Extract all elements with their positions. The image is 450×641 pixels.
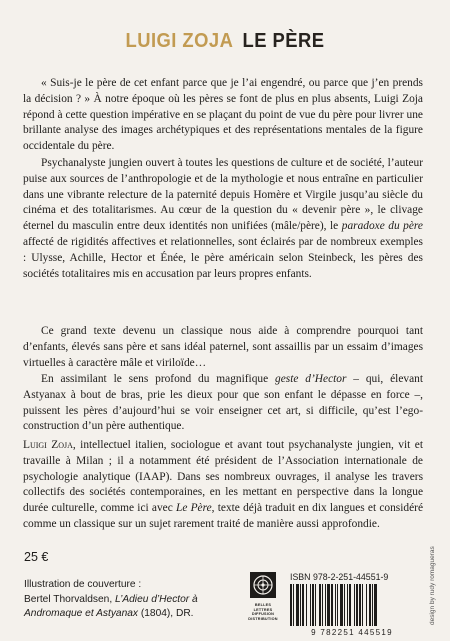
- logo-text-line-3: DISTRIBUTION: [248, 616, 278, 621]
- barcode-bar: [340, 584, 343, 626]
- barcode-bar: [296, 584, 299, 626]
- barcode-bar: [369, 584, 371, 626]
- p4-emphasis: geste d’Hector: [275, 373, 347, 385]
- p2-text-a: Psychanalyste jungien ouvert à toutes les questions de culture et de société, l’auteur puise aux sources de l’anthropologie et de la mythologie et nous entraîne en particulier dans une vibrante relecture de la paternité depuis Homère et Virgile jusqu’au siècle du cinéma et des totalitarismes. Au cœur de la question du « devenir père », le clivage éternel du masculin entre deux identités non unifiées (mâle/père), le: [23, 157, 423, 233]
- design-credit: [429, 495, 439, 625]
- barcode-bar: [331, 584, 333, 626]
- barcode-bar: [335, 584, 336, 626]
- barcode-bar: [362, 584, 363, 626]
- publisher-emblem-icon: [250, 572, 276, 598]
- p4-text-a: En assimilant le sens profond du magnifique: [41, 373, 276, 385]
- bio-text-b: , texte déjà traduit en dix langues et considéré comme un classique sur un sujet rarement traité de manière aussi approfondie.: [23, 502, 424, 530]
- caption-rest: (1804), DR.: [138, 608, 194, 619]
- barcode-bar: [374, 584, 377, 626]
- blurb-paragraph-4: [23, 372, 423, 435]
- blurb-paragraph-3: Ce grand texte devenu un classique nous aide à comprendre pourquoi tant d’enfants, élevés sans père et sans idéal paternel, sont assaillis par un essaim d’images virtuelles à caractère mâle et viriloïde…: [23, 325, 423, 369]
- barcode: [288, 584, 416, 626]
- isbn: ISBN 978-2-251-44551-9: [290, 572, 389, 582]
- p2-emphasis: paradoxe du père: [341, 220, 423, 233]
- bio-author-name: Luigi Zoja: [23, 439, 73, 451]
- caption-artist: Bertel Thorvaldsen,: [24, 593, 115, 605]
- barcode-bar: [354, 584, 355, 626]
- barcode-number: 9 782251 445519: [311, 628, 393, 637]
- author-name: LUIGI ZOJA: [125, 30, 234, 52]
- barcode-bar: [302, 584, 304, 626]
- p2-text-b: affecté de rigidités affectives et relationnelles, sont éclairés par de nombreux exemples : Ulysse, Achille, Hector et Énée, le père américain selon Steinbeck, les pères des sociétés totalitaires mis en accusation par leurs propres enfants.: [23, 235, 423, 280]
- barcode-bar: [310, 584, 311, 626]
- barcode-bar: [366, 584, 367, 626]
- barcode-bar: [349, 584, 351, 626]
- publisher-logo-text: [248, 603, 278, 621]
- author-bio: [23, 438, 423, 533]
- bio-emphasis: Le Père: [175, 502, 212, 515]
- barcode-bar: [300, 584, 301, 626]
- caption-credit: [24, 593, 229, 622]
- logo-text-line-2: DIFFUSION: [251, 612, 275, 617]
- cover-illustration-caption: [24, 578, 229, 622]
- logo-text-line-1: BELLES LETTRES: [253, 603, 273, 612]
- price: 25 €: [24, 550, 49, 564]
- caption-artwork: L’Adieu d’Hector à Andromaque et Astyanax: [24, 593, 198, 619]
- barcode-bar: [315, 584, 316, 626]
- blurb-paragraph-1: « Suis-je le père de cet enfant parce que je l’ai engendré, ou parce que j’en prends la décision ? » À notre époque où les pères se font de plus en plus absents, Luigi Zoja répond à cette question impérative en se plaçant du point de vue du père pour livrer une brillante analyse des images archétypiques et des représentations mentales de la figure occidentale du père.: [23, 77, 423, 153]
- publisher-logo: [248, 572, 278, 630]
- caption-label: Illustration de couverture :: [24, 579, 142, 590]
- barcode-bar: [325, 584, 326, 626]
- barcode-bar: [337, 584, 338, 626]
- design-credit-text: design by rudy romagueras: [429, 546, 436, 625]
- barcode-bar: [312, 584, 314, 626]
- barcode-bar: [347, 584, 348, 626]
- book-title: LE PÈRE: [242, 30, 325, 52]
- barcode-bar: [359, 584, 361, 626]
- barcode-bar: [322, 584, 323, 626]
- book-header: [18, 30, 432, 53]
- barcode-bar: [372, 584, 373, 626]
- barcode-bar: [319, 584, 321, 626]
- barcode-bar: [327, 584, 330, 626]
- barcode-bar: [306, 584, 307, 626]
- blurb-paragraph-2: [23, 156, 423, 282]
- barcode-bar: [293, 584, 294, 626]
- barcode-bar: [344, 584, 345, 626]
- p4-text-b: – qui, élevant Astyanax à bout de bras, prie les dieux pour que son enfant le dépasse en force –, puissent les pères d’aujourd’hui se voir enseigner cet art, si difficile, qu’est l’ego-construction d’un père authentique.: [23, 373, 424, 433]
- barcode-bar: [290, 584, 292, 626]
- bio-text-a: , intellectuel italien, sociologue et avant tout psychanalyste jungien, vit et travaille à Milan ; il a notamment été président de l’Association internationale de psychologie analytique (IAAP). Dans ses nombreux ouvrages, il analyse les travers collectifs des sociétés contemporaines, en les mettant en perspective dans la longue durée culturelle, comme ici avec: [23, 439, 423, 515]
- barcode-bar: [356, 584, 358, 626]
